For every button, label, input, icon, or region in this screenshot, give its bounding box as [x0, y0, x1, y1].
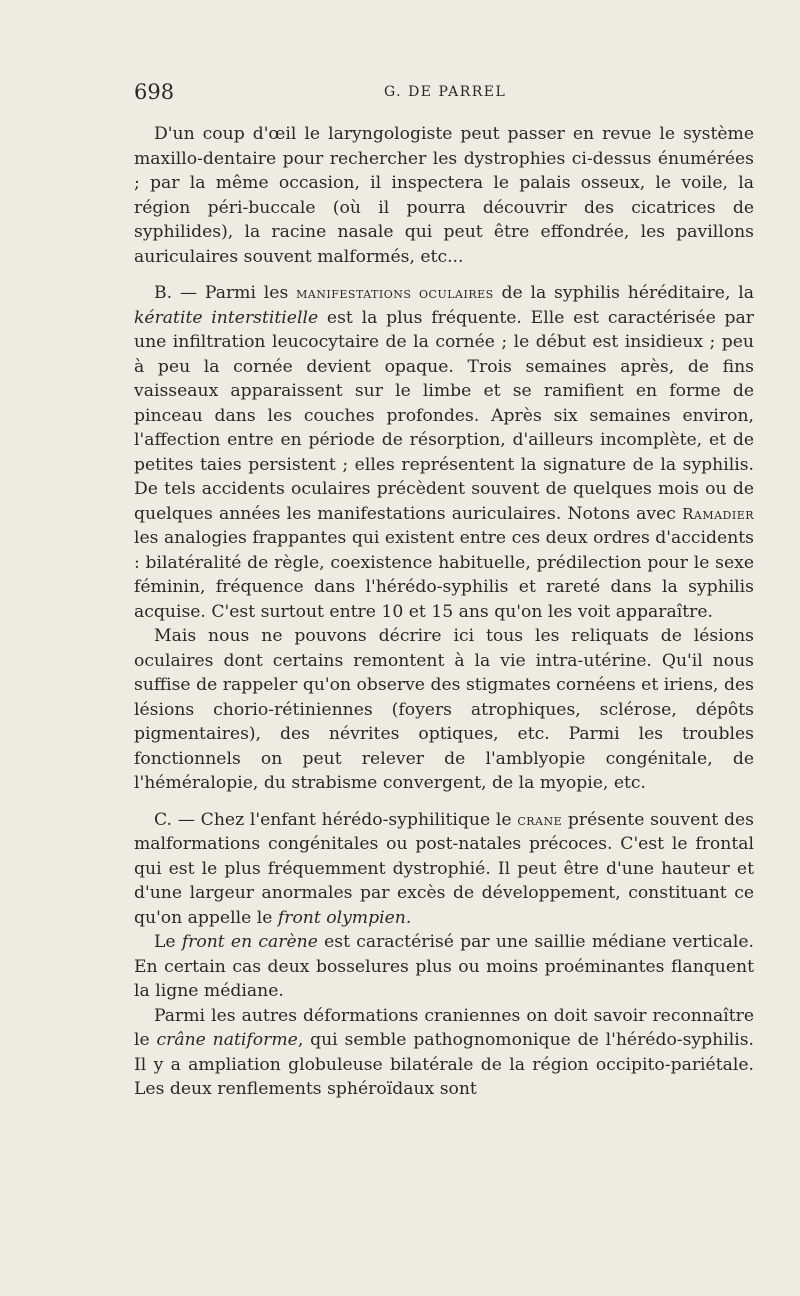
text-run: Parmi les autres déformations craniennes on doit savoir reconnaître le [134, 1005, 754, 1050]
paragraph-1 [134, 122, 754, 269]
text-run: C. — Chez l'enfant hérédo-syphilitique le [154, 809, 518, 830]
small-caps-run: crane [517, 810, 563, 829]
text-run: de la syphilis héréditaire, la [493, 283, 754, 303]
text-run: , qui semble pathognomonique de l'hérédo-syphilis. Il y a ampliation globuleuse bilatérale de la région occipito-pariétale. Les deux renflements sphéroïdaux sont [134, 1030, 754, 1099]
paragraph-5 [134, 930, 754, 1004]
body-text [134, 122, 754, 1102]
text-run: présente souvent des malformations congénitales ou post-natales précoces. C'est le frontal qui est le plus fréquemment dystrophié. Il peut être d'une hauteur et d'une largeur anormales par excès de développement, constituant ce qu'on appelle le [134, 809, 754, 928]
paragraph-4-section-c [134, 808, 754, 931]
small-caps-run: manifestations oculaires [296, 284, 494, 302]
page-number: 698 [134, 80, 175, 104]
text-run: est caractérisé par une saillie médiane verticale. En certain cas deux bosselures plus ou moins proéminantes flanquent la ligne médiane. [134, 932, 754, 1001]
italic-run: front olympien. [277, 907, 412, 928]
italic-run: kératite interstitielle [134, 307, 319, 328]
text-run: Le [154, 932, 182, 952]
text-run: est la plus fréquente. Elle est caractérisée par une infiltration leucocytaire de la cornée ; le début est insidieux ; peu à peu la cornée devient opaque. Trois semaines après, de fins vaisseaux apparaissent sur le limbe et se ramifient en forme de pinceau dans les couches profondes. Après six semaines environ, l'affection entre en période de résorption, d'ailleurs incomplète, et de petites taies persistent ; elles représentent la signature de la syphilis. De tels accidents oculaires précèdent souvent de quelques mois ou de quelques années les manifestations auriculaires. Notons avec [134, 307, 754, 524]
text-run: les analogies frappantes qui existent entre ces deux ordres d'accidents : bilatéralité de règle, coexistence habituelle, prédilection pour le sexe féminin, fréquence dans l'hérédo-syphilis et rareté dans la syphilis acquise. C'est surtout entre 10 et 15 ans qu'on les voit apparaître. [134, 528, 754, 622]
text-run: B. — Parmi les [154, 283, 297, 303]
small-caps-run: Ramadier [682, 504, 754, 523]
paragraph-3 [134, 624, 754, 796]
paragraph-2-section-b [134, 281, 754, 624]
italic-run: crâne natiforme [156, 1030, 298, 1050]
text-run: Mais nous ne pouvons décrire ici tous les reliquats de lésions oculaires dont certains remontent à la vie intra-utérine. Qu'il nous suffise de rappeler qu'on observe des stigmates cornéens et iriens, des lésions chorio-rétiniennes (foyers atrophiques, sclérose, dépôts pigmentaires), des névrites optiques, etc. Parmi les troubles fonctionnels on peut relever de l'amblyopie congénitale, de l'héméralopie, du strabisme convergent, de la myopie, etc. [134, 626, 754, 793]
page-header [134, 80, 754, 110]
running-head: G. DE PARREL [384, 84, 507, 100]
paragraph-6 [134, 1004, 754, 1102]
paragraph-1-text: D'un coup d'œil le laryngologiste peut passer en revue le système maxillo-dentaire pour rechercher les dystrophies ci-dessus énumérées ; par la même occasion, il inspectera le palais osseux, le voile, la région péri-buccale (où il pourra découvrir des cicatrices de syphilides), la racine nasale qui peut être effondrée, les pavillons auriculaires souvent malformés, etc... [134, 124, 754, 267]
italic-run: front en carène [181, 932, 318, 952]
